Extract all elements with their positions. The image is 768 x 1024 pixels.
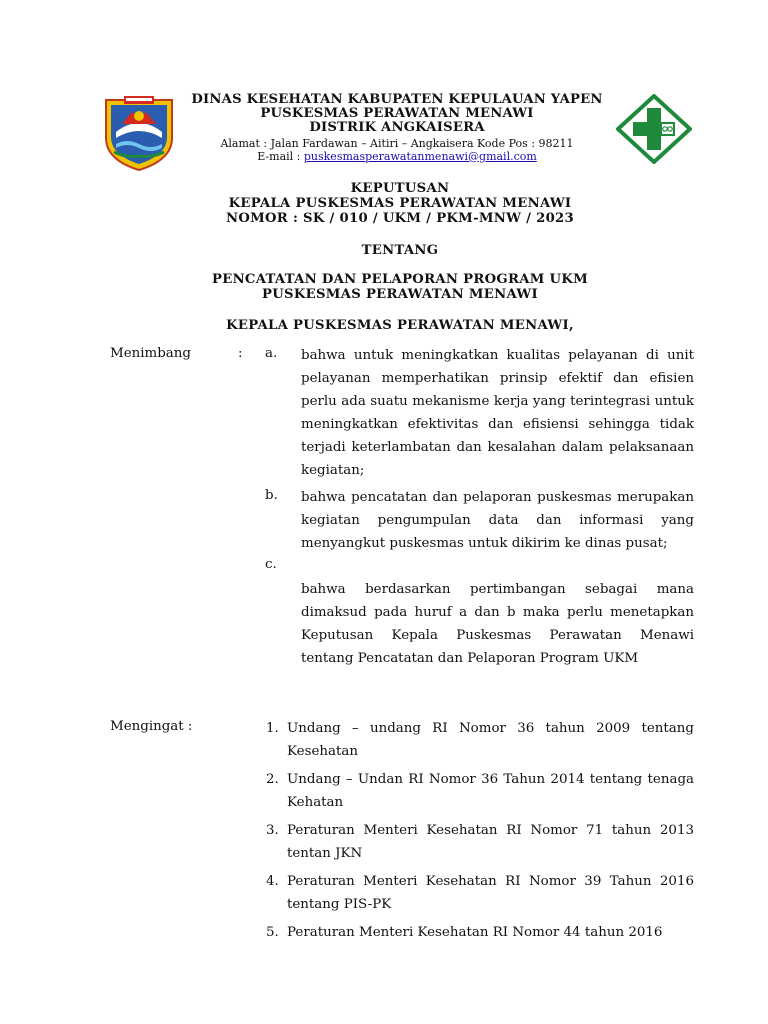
menimbang-label: Menimbang (110, 346, 191, 361)
email-label: E-mail : (257, 149, 304, 163)
mengingat-item-text: Undang – Undan RI Nomor 36 Tahun 2014 tentang tenaga Kehatan (287, 772, 694, 810)
mengingat-item-number: 2. (266, 772, 279, 787)
letterhead-puskesmas: PUSKESMAS PERAWATAN MENAWI (260, 106, 534, 122)
letterhead-address: Alamat : Jalan Fardawan – Aitiri – Angkaisera Kode Pos : 98211 (220, 136, 574, 150)
puskesmas-green-cross-icon (616, 94, 692, 164)
mengingat-item-text: Peraturan Menteri Kesehatan RI Nomor 39 Tahun 2016 tentang PIS-PK (287, 874, 694, 912)
menimbang-item-text: bahwa berdasarkan pertimbangan sebagai mana dimaksud pada huruf a dan b maka perlu menetapkan Keputusan Kepala Puskesmas Perawatan Menawi tentang Pencatatan dan Pelaporan Program UKM (301, 582, 694, 666)
mengingat-item-text: Undang – undang RI Nomor 36 tahun 2009 tentang Kesehatan (287, 721, 694, 759)
menimbang-colon: : (238, 346, 243, 361)
mengingat-item-number: 5. (266, 925, 279, 940)
menimbang-item-text: bahwa pencatatan dan pelaporan puskesmas merupakan kegiatan pengumpulan data dan informasi yang menyangkut puskesmas untuk dikirim ke dinas pusat; (301, 490, 694, 551)
kabupaten-yapen-seal-icon (102, 94, 176, 172)
letterhead-email-line (190, 150, 604, 163)
menimbang-item-mark: b. (265, 488, 278, 503)
menimbang-item-mark: c. (265, 557, 277, 572)
letterhead-agency: DINAS KESEHATAN KABUPATEN KEPULAUAN YAPEN (191, 92, 603, 107)
menimbang-item-mark: a. (265, 346, 278, 361)
decree-keputusan: KEPUTUSAN (350, 181, 450, 196)
mengingat-item-text: Peraturan Menteri Kesehatan RI Nomor 71 tahun 2013 tentan JKN (287, 823, 694, 861)
mengingat-item-number: 3. (266, 823, 279, 838)
mengingat-item-number: 4. (266, 874, 279, 889)
menimbang-item-text: bahwa untuk meningkatkan kualitas pelayanan di unit pelayanan memperhatikan prinsip efektif dan efisien perlu ada suatu mekanisme kerja yang terintegrasi untuk meningkatkan efektivitas dan efisiensi sehingga tidak terjadi keterlambatan dan kesalahan dalam pelaksanaan kegiatan; (301, 348, 694, 478)
letterhead-district: DISTRIK ANGKAISERA (309, 120, 485, 136)
decree-title (100, 181, 700, 226)
mengingat-item-number: 1. (266, 721, 279, 736)
decree-tentang: TENTANG (361, 243, 439, 258)
decree-number: NOMOR : SK / 010 / UKM / PKM-MNW / 2023 (225, 211, 575, 226)
decree-issuer: KEPALA PUSKESMAS PERAWATAN MENAWI (228, 196, 572, 211)
decree-subject-line1: PENCATATAN DAN PELAPORAN PROGRAM UKM (212, 272, 588, 287)
decree-head-heading: KEPALA PUSKESMAS PERAWATAN MENAWI, (226, 318, 574, 333)
mengingat-item-text: Peraturan Menteri Kesehatan RI Nomor 44 tahun 2016 (287, 925, 663, 940)
email-link[interactable]: puskesmasperawatanmenawi@gmail.com (303, 149, 537, 163)
decree-subject (100, 272, 700, 302)
decree-subject-line2: PUSKESMAS PERAWATAN MENAWI (262, 287, 538, 302)
letterhead (190, 93, 604, 163)
mengingat-label: Mengingat : (110, 719, 193, 734)
